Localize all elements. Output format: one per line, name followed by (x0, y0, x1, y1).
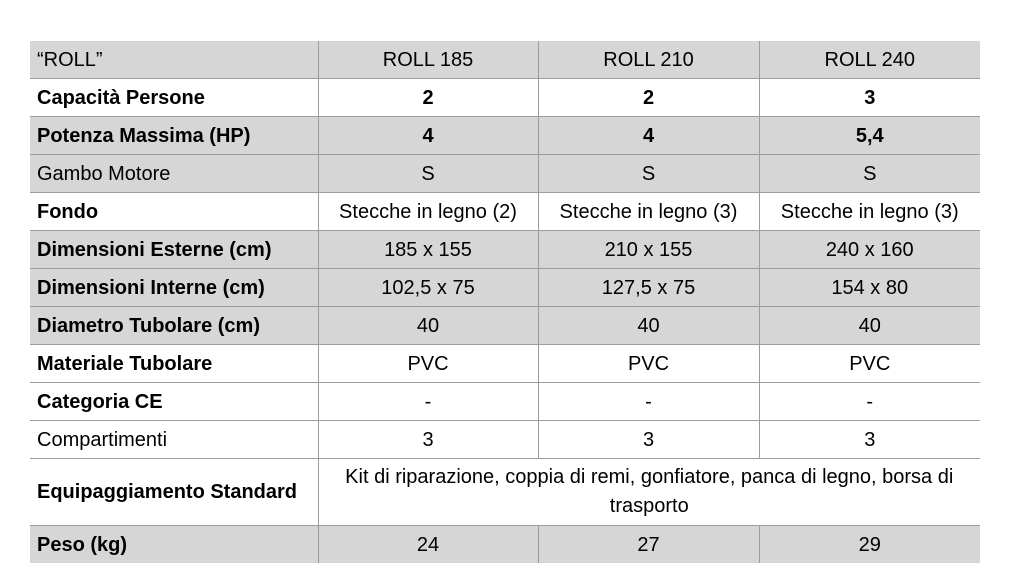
cell-value: 40 (318, 307, 538, 345)
cell-value: - (318, 383, 538, 421)
cell-value: 27 (538, 526, 759, 564)
cell-value: 3 (759, 79, 980, 117)
row-fondo (30, 193, 980, 231)
row-capacita-persone (30, 79, 980, 117)
cell-value: 127,5 x 75 (538, 269, 759, 307)
row-equipaggiamento-standard (30, 459, 980, 526)
row-label: Materiale Tubolare (30, 345, 318, 383)
cell-value: Stecche in legno (3) (538, 193, 759, 231)
row-label: Capacità Persone (30, 79, 318, 117)
cell-value: - (759, 383, 980, 421)
row-label: Gambo Motore (30, 155, 318, 193)
row-label: Fondo (30, 193, 318, 231)
row-categoria-ce (30, 383, 980, 421)
row-compartimenti (30, 421, 980, 459)
cell-value: 5,4 (759, 117, 980, 155)
cell-value: PVC (538, 345, 759, 383)
cell-value: 4 (318, 117, 538, 155)
column-header-roll-240: ROLL 240 (759, 41, 980, 79)
cell-value: Stecche in legno (2) (318, 193, 538, 231)
cell-value: 3 (759, 421, 980, 459)
equip-kit-text: Kit di riparazione, coppia di remi, gonfiatore, panca di legno, borsa di trasporto (345, 466, 954, 517)
cell-value: 3 (538, 421, 759, 459)
row-label: Dimensioni Esterne (cm) (30, 231, 318, 269)
cell-value: 4 (538, 117, 759, 155)
boat-spec-table (30, 41, 980, 563)
row-peso (30, 526, 980, 564)
row-label: Compartimenti (30, 421, 318, 459)
cell-value: 185 x 155 (318, 231, 538, 269)
row-label: Diametro Tubolare (cm) (30, 307, 318, 345)
cell-value: 40 (538, 307, 759, 345)
column-header-roll-210: ROLL 210 (538, 41, 759, 79)
cell-value: 210 x 155 (538, 231, 759, 269)
row-potenza-massima (30, 117, 980, 155)
cell-value-spanned (318, 459, 980, 526)
cell-value: - (538, 383, 759, 421)
row-diametro-tubolare (30, 307, 980, 345)
series-title-cell: “ROLL” (30, 41, 318, 79)
cell-value: PVC (759, 345, 980, 383)
row-label: Potenza Massima (HP) (30, 117, 318, 155)
row-label: Equipaggiamento Standard (30, 459, 318, 526)
cell-value: 29 (759, 526, 980, 564)
cell-value: Stecche in legno (3) (759, 193, 980, 231)
cell-value: 2 (318, 79, 538, 117)
row-gambo-motore (30, 155, 980, 193)
cell-value: 2 (538, 79, 759, 117)
row-dimensioni-interne (30, 269, 980, 307)
cell-value: S (318, 155, 538, 193)
cell-value: 24 (318, 526, 538, 564)
cell-value: PVC (318, 345, 538, 383)
table-header-row (30, 41, 980, 79)
cell-value: 102,5 x 75 (318, 269, 538, 307)
cell-value: 3 (318, 421, 538, 459)
cell-value: 40 (759, 307, 980, 345)
column-header-roll-185: ROLL 185 (318, 41, 538, 79)
cell-value: 240 x 160 (759, 231, 980, 269)
row-label: Categoria CE (30, 383, 318, 421)
row-materiale-tubolare (30, 345, 980, 383)
row-label: Dimensioni Interne (cm) (30, 269, 318, 307)
row-label: Peso (kg) (30, 526, 318, 564)
row-dimensioni-esterne (30, 231, 980, 269)
cell-value: S (759, 155, 980, 193)
cell-value: S (538, 155, 759, 193)
cell-value: 154 x 80 (759, 269, 980, 307)
